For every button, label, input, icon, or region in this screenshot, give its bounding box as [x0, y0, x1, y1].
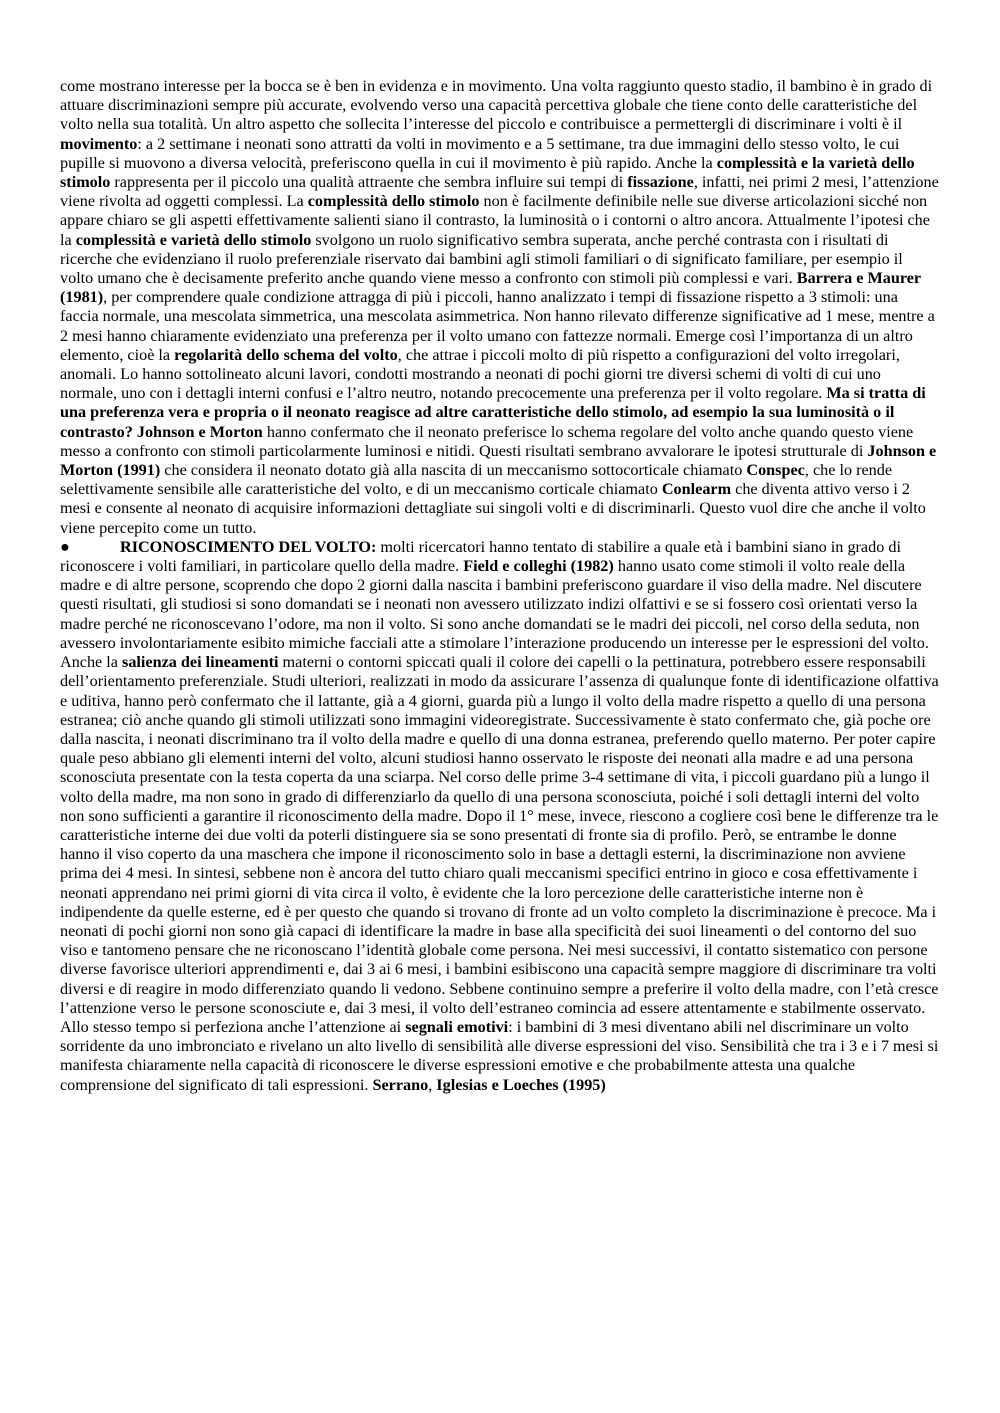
- bold-text-run: Conlearm: [661, 480, 732, 499]
- bold-text-run: complessità dello stimolo: [307, 192, 480, 211]
- text-run: , che lo rende selettivamente sensibile alle caratteristiche del volto, e di un meccanismo corticale chiamato: [60, 461, 893, 499]
- text-run: non è facilmente definibile nelle sue diverse articolazioni sicché non appare chiaro se gli aspetti effettivamente salienti siano il contrasto, la luminosità o i contorni o altro ancora. Attualmente l’ipotesi che la: [60, 192, 930, 249]
- text-run: ,: [428, 1075, 437, 1094]
- text-run: hanno confermato che il neonato preferisce lo schema regolare del volto anche quando questo viene messo a confronto con stimoli particolarmente luminosi e nitidi. Questi risultati sembrano avvalorare le ipotesi strutturale di: [60, 422, 914, 460]
- text-run: molti ricercatori hanno tentato di stabilire a quale età i bambini siano in grado di riconoscere i volti familiari, in particolare quello della madre.: [60, 537, 901, 576]
- text-run: , che attrae i piccoli molto di più rispetto a configurazioni del volto irregolari, anomali. Lo hanno sottolineato alcuni lavori, condotti mostrando a neonati di pochi giorni tre diversi schemi di volti di cui uno normale, uno con i dettagli interni confusi e l’altro neutro, notando precocemente una preferenza per il volto regolare.: [60, 345, 900, 403]
- text-run: , infatti, nei primi 2 mesi, l’attenzione viene rivolta ad oggetti complessi. La: [60, 173, 939, 211]
- bold-text-run: Iglesias e Loeches (1995): [436, 1075, 606, 1094]
- bold-text-run: Barrera e Maurer (1981): [60, 269, 921, 307]
- text-run: materni o contorni spiccati quali il colore dei capelli o la pettinatura, potrebbero essere responsabili dell’orientamento preferenziale. Studi ulteriori, realizzati in modo da assicurare l’assenza di qualunque fonte di identificazione olfattiva e uditiva, hanno però confermato che il lattante, già a 4 giorni, guarda più a lungo il volto della madre rispetto a quello di una persona estranea; ciò anche quando gli stimoli utilizzati sono immagini videoregistrate. Successivamente è stato confermato che, già poche ore dalla nascita, i neonati discriminano tra il volto della madre e quello di una donna estranea, preferendo quello materno. Per poter capire quale peso abbiano gli elementi interni del volto, alcuni studiosi hanno osservato le risposte dei neonati alla madre e ad una persona sconosciuta presentate con la testa coperta da una sciarpa. Nel corso delle prime 3-4 settimane di vita, i piccoli guardano più a lungo il volto della madre, ma non sono in grado di differenziarlo da quello di una persona sconosciuta, poiché i soli dettagli interni del volto non sono sufficienti a garantire il riconoscimento della madre. Dopo il 1° mese, invece, riescono a cogliere così bene le differenze tra le caratteristiche interne dei due volti da poterli distinguere sia se sono presentati di fronte sia di profilo. Però, se entrambe le donne hanno il viso coperto da una maschera che impone il riconoscimento solo in base a dettagli esterni, la discriminazione non avviene prima dei 4 mesi. In sintesi, sebbene non è ancora del tutto chiaro quali meccanismi specifici entrino in gioco e cosa effettivamente i neonati apprendano nei primi giorni di vita circa il volto, è evidente che la loro percezione delle caratteristiche interne non è indipendente da quelle esterne, ed è per questo che quando si trovano di fronte ad un volto completo la discriminazione è precoce. Ma i neonati di pochi giorni non sono già capaci di identificare la madre in base alla specificità dei suoi lineamenti o del contorno del suo viso e tantomeno pensare che ne riconoscano l’identità globale come persona. Nei mesi successivi, il contatto sistematico con persone diverse favorisce ulteriori apprendimenti e, dai 3 ai 6 mesi, i bambini esibiscono una capacità sempre maggiore di discriminare tra volti diversi e di reagire in modo differenziato quando li vedono. Sebbene continuino sempre a preferire il volto della madre, con l’età cresce l’attenzione verso le persone sconosciute e, dai 3 mesi, il volto dell’estraneo comincia ad essere attentamente e stabilmente osservato. Allo stesso tempo si perfeziona anche l’attenzione ai: [60, 653, 939, 1036]
- text-run: rappresenta per il piccolo una qualità attraente che sembra influire sui tempi di: [110, 173, 628, 192]
- text-run: che diventa attivo verso i 2 mesi e consente al neonato di acquisire informazioni dettagliate sui singoli volti e di discriminarli. Questo vuol dire che anche il volto viene percepito come un tutto.: [60, 480, 926, 537]
- bullet-icon: ●: [60, 537, 70, 556]
- bold-text-run: Ma si tratta di una preferenza vera e propria o il neonato reagisce ad altre caratteristiche dello stimolo, ad esempio la sua luminosità o il contrasto? Johnson e Morton: [60, 384, 926, 441]
- bold-text-run: RICONOSCIMENTO DEL VOLTO:: [120, 537, 377, 556]
- bold-text-run: segnali emotivi: [405, 1017, 509, 1036]
- text-run: come mostrano interesse per la bocca se è ben in evidenza e in movimento. Una volta raggiunto questo stadio, il bambino è in grado di attuare discriminazioni sempre più accurate, evolvendo verso una capacità percettiva globale che tiene conto delle caratteristiche del volto nella sua totalità. Un altro aspetto che sollecita l’interesse del piccolo e contribuisce a permettergli di discriminare i volti è il: [60, 77, 933, 134]
- bold-text-run: fissazione: [627, 173, 694, 192]
- text-run: , per comprendere quale condizione attragga di più i piccoli, hanno analizzato i tempi di fissazione rispetto a 3 stimoli: una faccia normale, una mescolata simmetrica, una mescolata asimmetrica. Non hanno rilevato differenze significative ad 1 mese, mentre a 2 mesi hanno chiaramente evidenziato una preferenza per il volto umano con fattezze normali. Emerge così l’importanza di un altro elemento, cioè la: [60, 288, 935, 364]
- bold-text-run: salienza dei lineamenti: [122, 653, 279, 672]
- bold-text-run: regolarità dello schema del volto: [174, 345, 398, 364]
- bold-text-run: complessità e varietà dello stimolo: [75, 230, 312, 249]
- paragraph-face-recognition: [60, 538, 940, 1095]
- text-run: hanno usato come stimoli il volto reale della madre e di altre persone, scoprendo che dopo 2 giorni dalla nascita i bambini preferiscono guardare il viso della madre. Nel discutere questi risultati, gli studiosi si sono domandati se i neonati non avessero utilizzato indizi olfattivi e se si fossero così orientati verso la madre perché ne riconoscevano l’odore, ma non il volto. Si sono anche domandati se le madri dei piccoli, nel corso della seduta, non avessero involontariamente esibito mimiche facciali atte a stimolare l’interazione producendo un interesse per le espressioni del volto. Anche la: [60, 557, 929, 672]
- text-run: che considera il neonato dotato già alla nascita di un meccanismo sottocorticale chiamato: [160, 461, 747, 480]
- document-page: [60, 77, 940, 1095]
- paragraph-face-perception: [60, 77, 940, 538]
- text-run: : a 2 settimane i neonati sono attratti da volti in movimento e a 5 settimane, tra due immagini dello stesso volto, le cui pupille si muovono a diversa velocità, preferiscono quella in cui il movimento è più rapido. Anche la: [60, 134, 900, 172]
- bold-text-run: movimento: [60, 134, 138, 153]
- paragraph-face-recognition-text: [60, 538, 939, 1094]
- bold-text-run: Serrano: [372, 1075, 429, 1094]
- bold-text-run: Conspec: [746, 461, 805, 480]
- bold-text-run: Johnson e Morton (1991): [60, 441, 937, 480]
- text-run: : i bambini di 3 mesi diventano abili nel discriminare un volto sorridente da uno imbronciato e rivelano un alto livello di sensibilità alle diverse espressioni del viso. Sensibilità che tra i 3 e i 7 mesi si manifesta chiaramente nella capacità di riconoscere le diverse espressioni emotive e che probabilmente attesta una qualche comprensione del significato di tali espressioni.: [60, 1017, 939, 1094]
- bold-text-run: Field e colleghi (1982): [463, 557, 614, 576]
- bold-text-run: complessità e la varietà dello stimolo: [60, 153, 915, 192]
- text-run: svolgono un ruolo significativo sembra superata, anche perché contrasta con i risultati di ricerche che evidenziano il ruolo preferenziale riservato dai bambini agli stimoli familiari o di significato familiare, per esempio il volto umano che è decisamente preferito anche quando viene messo a confronto con stimoli più complessi e vari.: [60, 230, 903, 288]
